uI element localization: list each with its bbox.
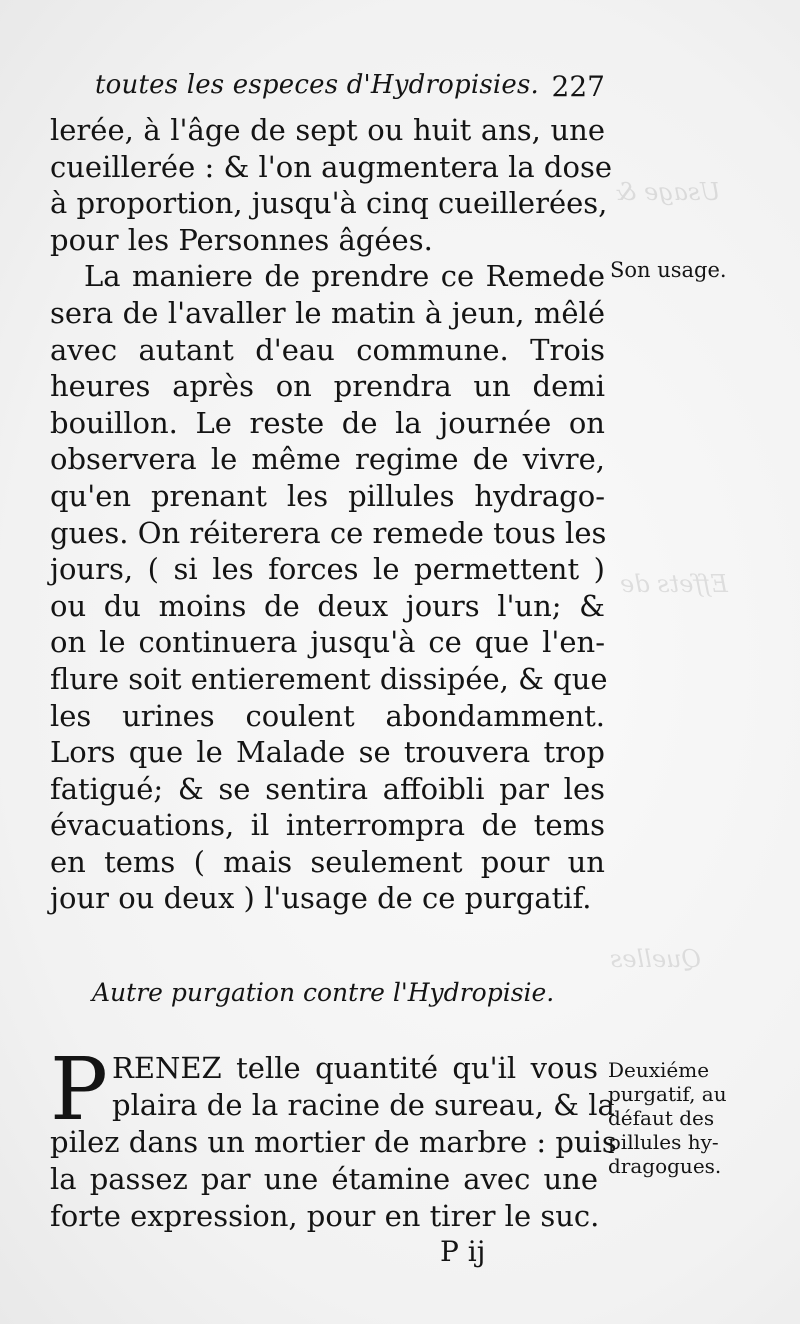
- margin-note-line: dragogues.: [608, 1154, 722, 1178]
- recipe-paragraph: [50, 1040, 617, 1235]
- text-line: heures après on prendra un demi: [50, 369, 605, 404]
- page-header: [95, 70, 605, 110]
- text-line: cueillerée : & l'on augmentera la dose: [50, 149, 613, 184]
- text-line: [112, 1050, 598, 1087]
- text-line: forte expression, pour en tirer le suc.: [50, 1199, 600, 1233]
- margin-note-line: pillules hy-: [608, 1130, 719, 1154]
- text-line: flure soit entierement dissipée, & que: [50, 661, 608, 696]
- text-line: pilez dans un mortier de marbre : puis: [50, 1125, 617, 1159]
- text-line: observera le même regime de vivre,: [50, 442, 605, 477]
- text-line: sera de l'avaller le matin à jeun, mêlé: [50, 295, 605, 330]
- margin-note-deuxieme: [608, 1058, 758, 1178]
- text-line: évacuations, il interrompra de tems: [50, 808, 605, 843]
- text-line: à proportion, jusqu'à cinq cueillerées,: [50, 186, 608, 221]
- text-fragment: telle quantité qu'il vous: [236, 1051, 598, 1085]
- text-line: qu'en prenant les pillules hydrago-: [50, 478, 605, 513]
- text-line: la passez par une étamine avec une: [50, 1162, 598, 1196]
- first-word-smallcaps: RENEZ: [112, 1051, 222, 1085]
- bleed-through: Effets de: [620, 570, 728, 598]
- text-line: en tems ( mais seulement pour un: [50, 844, 605, 879]
- text-line: plaira de la racine de sureau, & la: [112, 1088, 615, 1122]
- bleed-through: Usage &: [615, 178, 721, 206]
- text-line: Lors que le Malade se trouvera trop: [50, 735, 605, 770]
- text-line: pour les Personnes âgées.: [50, 222, 433, 257]
- section-heading: Autre purgation contre l'Hydropisie.: [92, 978, 555, 1007]
- signature-mark: P ij: [440, 1235, 486, 1268]
- bleed-through: Quelles: [610, 945, 702, 973]
- text-line: on le continuera jusqu'à ce que l'en-: [50, 625, 605, 660]
- margin-note-line: Deuxiéme: [608, 1058, 710, 1082]
- text-line: bouillon. Le reste de la journée on: [50, 405, 605, 440]
- text-line: jour ou deux ) l'usage de ce purgatif.: [50, 881, 592, 916]
- running-title: toutes les especes d'Hydropisies.: [95, 70, 540, 100]
- margin-note-line: purgatif, au: [608, 1082, 727, 1106]
- margin-note-line: défaut des: [608, 1106, 715, 1130]
- text-line: La maniere de prendre ce Remede: [84, 259, 605, 294]
- text-line: avec autant d'eau commune. Trois: [50, 332, 605, 367]
- drop-cap: P: [50, 1040, 108, 1140]
- text-line: les urines coulent abondamment.: [50, 698, 605, 733]
- text-line: lerée, à l'âge de sept ou huit ans, une: [50, 113, 605, 147]
- text-line: jours, ( si les forces le permettent ): [50, 552, 605, 587]
- body-text: [50, 112, 613, 917]
- margin-note-usage: Son usage.: [610, 258, 727, 282]
- text-line: ou du moins de deux jours l'un; &: [50, 588, 605, 623]
- text-line: gues. On réiterera ce remede tous les: [50, 515, 607, 550]
- text-line: fatigué; & se sentira affoibli par les: [50, 771, 605, 806]
- page-number: 227: [551, 70, 605, 103]
